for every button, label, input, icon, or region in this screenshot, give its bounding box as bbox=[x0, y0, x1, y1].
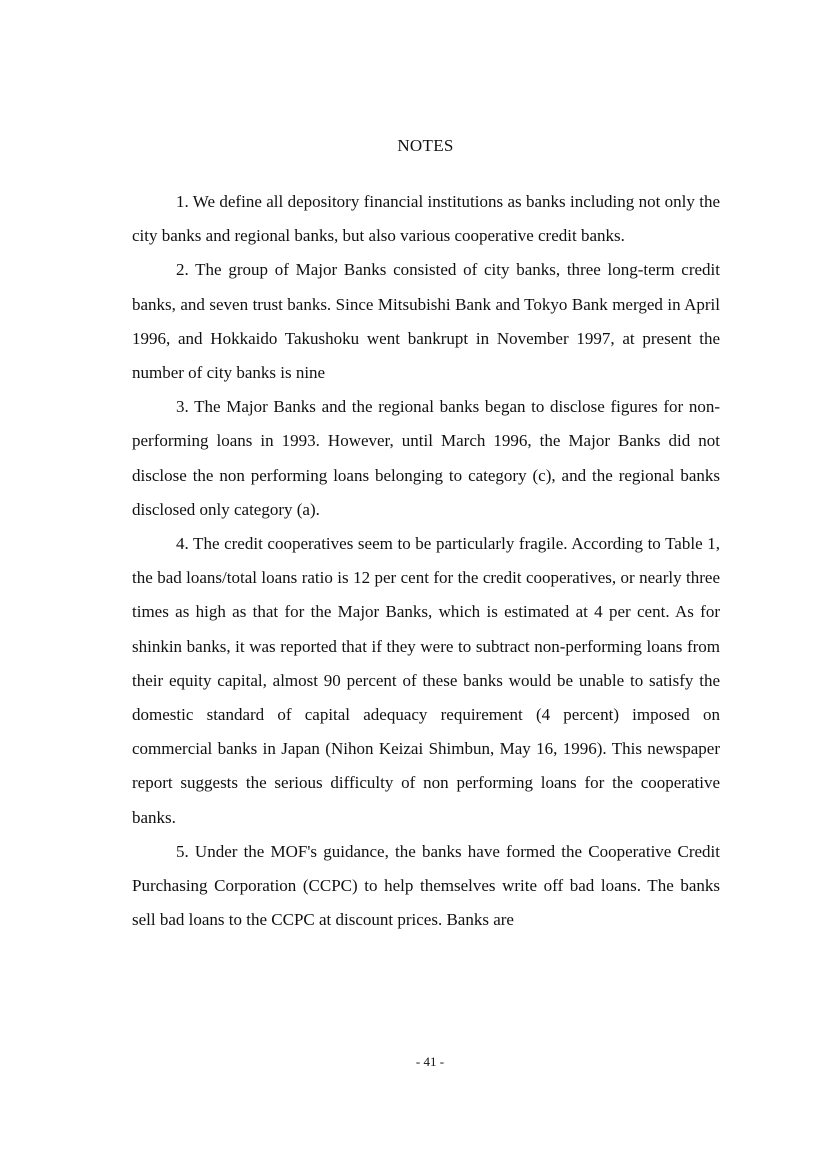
note-5: 5. Under the MOF's guidance, the banks have formed the Cooperative Credit Purchasing Corporation (CCPC) to help themselves write off bad loans. The banks sell bad loans to the CCPC at discount prices. Banks are bbox=[132, 841, 720, 930]
note-1: 1. We define all depository financial institutions as banks including not only the city banks and regional banks, but also various cooperative credit banks. bbox=[132, 192, 720, 246]
note-3: 3. The Major Banks and the regional banks began to disclose figures for non-performing loans in 1993. However, until March 1996, the Major Banks did not disclose the non performing loans belonging to category (c), and the regional banks disclosed only category (a). bbox=[132, 397, 720, 519]
notes-list bbox=[132, 185, 720, 937]
notes-heading: NOTES bbox=[397, 136, 454, 155]
page-number: - 41 - bbox=[415, 1054, 445, 1069]
note-2: 2. The group of Major Banks consisted of city banks, three long-term credit banks, and seven trust banks. Since Mitsubishi Bank and Tokyo Bank merged in April 1996, and Hokkaido Takushoku went bankrupt in November 1997, at present the number of city banks is nine bbox=[132, 260, 720, 383]
note-4: 4. The credit cooperatives seem to be particularly fragile. According to Table 1, the bad loans/total loans ratio is 12 per cent for the credit cooperatives, or nearly three times as high as that for the Major Banks, which is estimated at 4 per cent. As for shinkin banks, it was reported that if they were to subtract non-performing loans from their equity capital, almost 90 percent of these banks would be unable to satisfy the domestic standard of capital adequacy requirement (4 percent) imposed on commercial banks in Japan (Nihon Keizai Shimbun, May 16, 1996). This newspaper report suggests the serious difficulty of non performing loans for the cooperative banks. bbox=[132, 534, 720, 827]
